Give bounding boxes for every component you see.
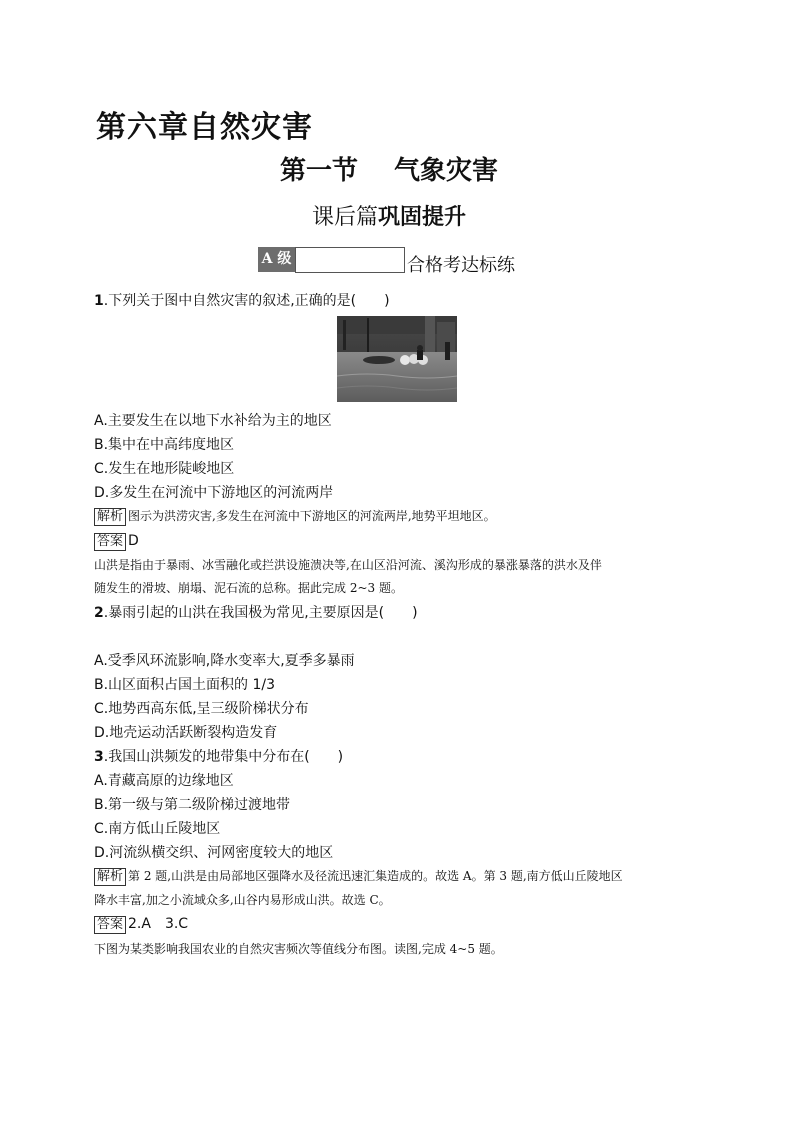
section-number: 第一节 bbox=[280, 156, 359, 186]
q1-explanation-text: 图示为洪涝灾害,多发生在河流中下游地区的河流两岸,地势平坦地区。 bbox=[128, 509, 496, 523]
question-1-stem: 1.下列关于图中自然灾害的叙述,正确的是( ) bbox=[94, 293, 390, 309]
q2-option-c: C.地势西高东低,呈三级阶梯状分布 bbox=[94, 701, 309, 717]
answer-tag: 答案 bbox=[94, 533, 126, 551]
question-3-stem: 3.我国山洪频发的地带集中分布在( ) bbox=[94, 749, 344, 765]
sub-title bbox=[312, 200, 466, 231]
q23-explanation-line-2: 降水丰富,加之小流域众多,山谷内易形成山洪。故选 C。 bbox=[94, 893, 391, 907]
level-badge: A 级 bbox=[258, 247, 295, 272]
passage-1-line-1: 山洪是指由于暴雨、冰雪融化或拦洪设施溃决等,在山区沿河流、溪沟形成的暴涨暴落的洪水及伴 bbox=[94, 558, 602, 572]
q1-option-b: B.集中在中高纬度地区 bbox=[94, 437, 235, 453]
answer-tag: 答案 bbox=[94, 916, 126, 934]
q23-answer bbox=[94, 914, 188, 934]
q1-answer-value: D bbox=[128, 533, 139, 549]
level-label: 合格考达标练 bbox=[407, 255, 515, 276]
section-name: 气象灾害 bbox=[394, 156, 499, 186]
section-title bbox=[280, 150, 498, 187]
q3-option-d: D.河流纵横交织、河网密度较大的地区 bbox=[94, 845, 334, 861]
q2-option-b: B.山区面积占国土面积的 1/3 bbox=[94, 677, 276, 693]
q1-option-a: A.主要发生在以地下水补给为主的地区 bbox=[94, 413, 332, 429]
jiexi-tag: 解析 bbox=[94, 868, 126, 886]
q1-explanation bbox=[94, 508, 496, 526]
q3-option-c: C.南方低山丘陵地区 bbox=[94, 821, 221, 837]
passage-2: 下图为某类影响我国农业的自然灾害频次等值线分布图。读图,完成 4~5 题。 bbox=[94, 942, 503, 956]
q23-explanation-line-1: 解析 第 2 题,山洪是由局部地区强降水及径流迅速汇集造成的。故选 A。第 3 题,南方低山丘陵地区 bbox=[94, 868, 623, 886]
jiexi-tag: 解析 bbox=[94, 508, 126, 526]
q1-option-c: C.发生在地形陡峻地区 bbox=[94, 461, 235, 477]
q1-answer bbox=[94, 531, 139, 551]
passage-1-line-2: 随发生的滑坡、崩塌、泥石流的总称。据此完成 2~3 题。 bbox=[94, 581, 403, 595]
sub-title-bold: 巩固提升 bbox=[378, 205, 467, 230]
chapter-title: 第六章自然灾害 bbox=[96, 110, 313, 145]
sub-title-plain: 课后篇 bbox=[312, 205, 379, 230]
q2-option-a: A.受季风环流影响,降水变率大,夏季多暴雨 bbox=[94, 653, 355, 669]
q3-option-b: B.第一级与第二级阶梯过渡地带 bbox=[94, 797, 291, 813]
q3-option-a: A.青藏高原的边缘地区 bbox=[94, 773, 234, 789]
q23-answer-value: 2.A 3.C bbox=[128, 916, 189, 932]
flood-photo bbox=[337, 316, 457, 402]
q1-option-d: D.多发生在河流中下游地区的河流两岸 bbox=[94, 485, 334, 501]
q2-option-d: D.地壳运动活跃断裂构造发育 bbox=[94, 725, 278, 741]
question-2-stem: 2.暴雨引起的山洪在我国极为常见,主要原因是( ) bbox=[94, 605, 418, 621]
level-blank-box bbox=[295, 247, 405, 273]
